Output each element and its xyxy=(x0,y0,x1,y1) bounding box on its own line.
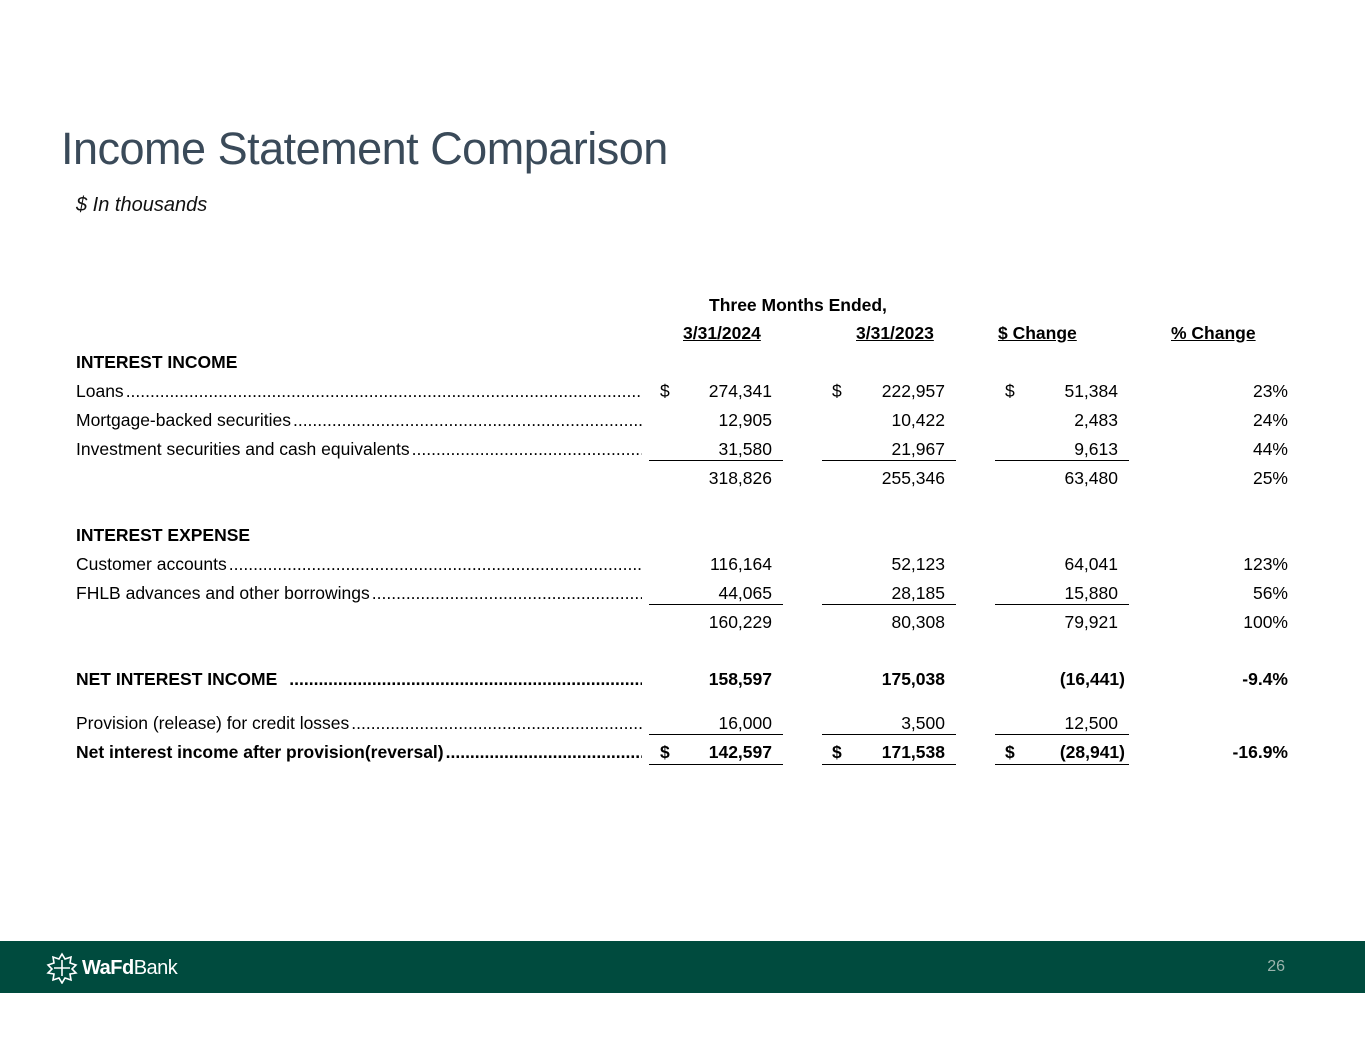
total-rule xyxy=(995,764,1129,765)
column-header-2024: 3/31/2024 xyxy=(683,323,761,343)
cell-fhlb-change: 15,880 xyxy=(1064,583,1118,603)
cell-fhlb-2024: 44,065 xyxy=(718,583,772,603)
brand-logo xyxy=(46,952,177,984)
row-label-text: Net interest income after provision(reversal) xyxy=(76,742,444,762)
subtotal-rule xyxy=(822,460,956,461)
cell-fhlb-2023: 28,185 xyxy=(891,583,945,603)
cell-mbs-2024: 12,905 xyxy=(718,410,772,430)
column-header-dollar-change: $ Change xyxy=(998,323,1077,343)
subtotal-rule xyxy=(649,460,783,461)
currency-symbol: $ xyxy=(832,381,842,401)
subtotal-rule xyxy=(995,460,1129,461)
cell-customer-accounts-pct: 123% xyxy=(1243,554,1288,574)
subtotal-rule xyxy=(822,734,956,735)
row-label-mbs xyxy=(76,410,642,430)
subtotal-rule xyxy=(995,734,1129,735)
cell-customer-accounts-change: 64,041 xyxy=(1064,554,1118,574)
subtotal-rule xyxy=(822,604,956,605)
section-heading-interest-income: INTEREST INCOME xyxy=(76,352,238,372)
row-label-text: Provision (release) for credit losses xyxy=(76,713,350,733)
cell-investment-pct: 44% xyxy=(1252,439,1288,459)
cell-loans-2024: 274,341 xyxy=(708,381,772,401)
cell-interest-expense-total-pct: 100% xyxy=(1243,612,1288,632)
subtotal-rule xyxy=(995,604,1129,605)
cell-mbs-2023: 10,422 xyxy=(891,410,945,430)
cell-customer-accounts-2024: 116,164 xyxy=(710,554,772,574)
cell-customer-accounts-2023: 52,123 xyxy=(891,554,945,574)
row-label-net-after-provision xyxy=(76,742,642,762)
row-label-text: Customer accounts xyxy=(76,554,227,574)
row-label-text: Mortgage-backed securities xyxy=(76,410,291,430)
total-rule xyxy=(822,764,956,765)
cell-net-after-provision-pct: -16.9% xyxy=(1232,742,1288,762)
cell-fhlb-pct: 56% xyxy=(1252,583,1288,603)
brand-name-bold: WaFd xyxy=(82,956,134,979)
cell-loans-pct: 23% xyxy=(1252,381,1288,401)
cell-nii-2023: 175,038 xyxy=(881,669,945,689)
cell-loans-change: 51,384 xyxy=(1064,381,1118,401)
period-header: Three Months Ended, xyxy=(709,295,887,315)
subtotal-rule xyxy=(649,604,783,605)
row-label-net-interest-income xyxy=(76,669,642,689)
cell-investment-2024: 31,580 xyxy=(718,439,772,459)
wafd-logo-icon xyxy=(46,952,78,984)
cell-provision-2023: 3,500 xyxy=(901,713,945,733)
cell-net-after-provision-change: (28,941) xyxy=(1059,742,1125,762)
row-label-text: Investment securities and cash equivalents xyxy=(76,439,410,459)
cell-loans-2023: 222,957 xyxy=(881,381,945,401)
cell-mbs-change: 2,483 xyxy=(1074,410,1118,430)
section-heading-interest-expense: INTEREST EXPENSE xyxy=(76,525,251,545)
cell-nii-change: (16,441) xyxy=(1059,669,1125,689)
cell-mbs-pct: 24% xyxy=(1252,410,1288,430)
column-header-2023: 3/31/2023 xyxy=(856,323,934,343)
total-rule xyxy=(649,764,783,765)
currency-symbol: $ xyxy=(660,742,670,762)
page-number: 26 xyxy=(1267,958,1285,975)
cell-interest-expense-total-2024: 160,229 xyxy=(708,612,772,632)
cell-interest-income-total-change: 63,480 xyxy=(1064,468,1118,488)
cell-net-after-provision-2024: 142,597 xyxy=(708,742,772,762)
row-label-text: Loans xyxy=(76,381,124,401)
cell-provision-change: 12,500 xyxy=(1064,713,1118,733)
row-label-provision xyxy=(76,713,642,733)
row-label-customer-accounts xyxy=(76,554,642,574)
currency-symbol: $ xyxy=(660,381,670,401)
cell-investment-change: 9,613 xyxy=(1074,439,1118,459)
currency-symbol: $ xyxy=(832,742,842,762)
brand-name xyxy=(82,957,177,980)
row-label-fhlb-advances xyxy=(76,583,642,603)
cell-interest-expense-total-change: 79,921 xyxy=(1064,612,1118,632)
cell-interest-income-total-2023: 255,346 xyxy=(881,468,945,488)
row-label-text: NET INTEREST INCOME xyxy=(76,669,278,689)
row-label-investment-securities xyxy=(76,439,642,459)
row-label-loans xyxy=(76,381,642,401)
row-label-text: FHLB advances and other borrowings xyxy=(76,583,370,603)
cell-nii-pct: -9.4% xyxy=(1242,669,1288,689)
cell-investment-2023: 21,967 xyxy=(891,439,945,459)
currency-symbol: $ xyxy=(1005,381,1015,401)
currency-symbol: $ xyxy=(1005,742,1015,762)
cell-interest-income-total-pct: 25% xyxy=(1252,468,1288,488)
cell-provision-2024: 16,000 xyxy=(718,713,772,733)
slide-subtitle: $ In thousands xyxy=(76,194,208,216)
cell-nii-2024: 158,597 xyxy=(708,669,772,689)
cell-interest-expense-total-2023: 80,308 xyxy=(891,612,945,632)
slide-title: Income Statement Comparison xyxy=(61,123,668,174)
footer-bar xyxy=(0,941,1365,993)
column-header-percent-change: % Change xyxy=(1171,323,1256,343)
cell-net-after-provision-2023: 171,538 xyxy=(881,742,945,762)
brand-name-regular: Bank xyxy=(133,956,178,979)
cell-interest-income-total-2024: 318,826 xyxy=(708,468,772,488)
subtotal-rule xyxy=(649,734,783,735)
